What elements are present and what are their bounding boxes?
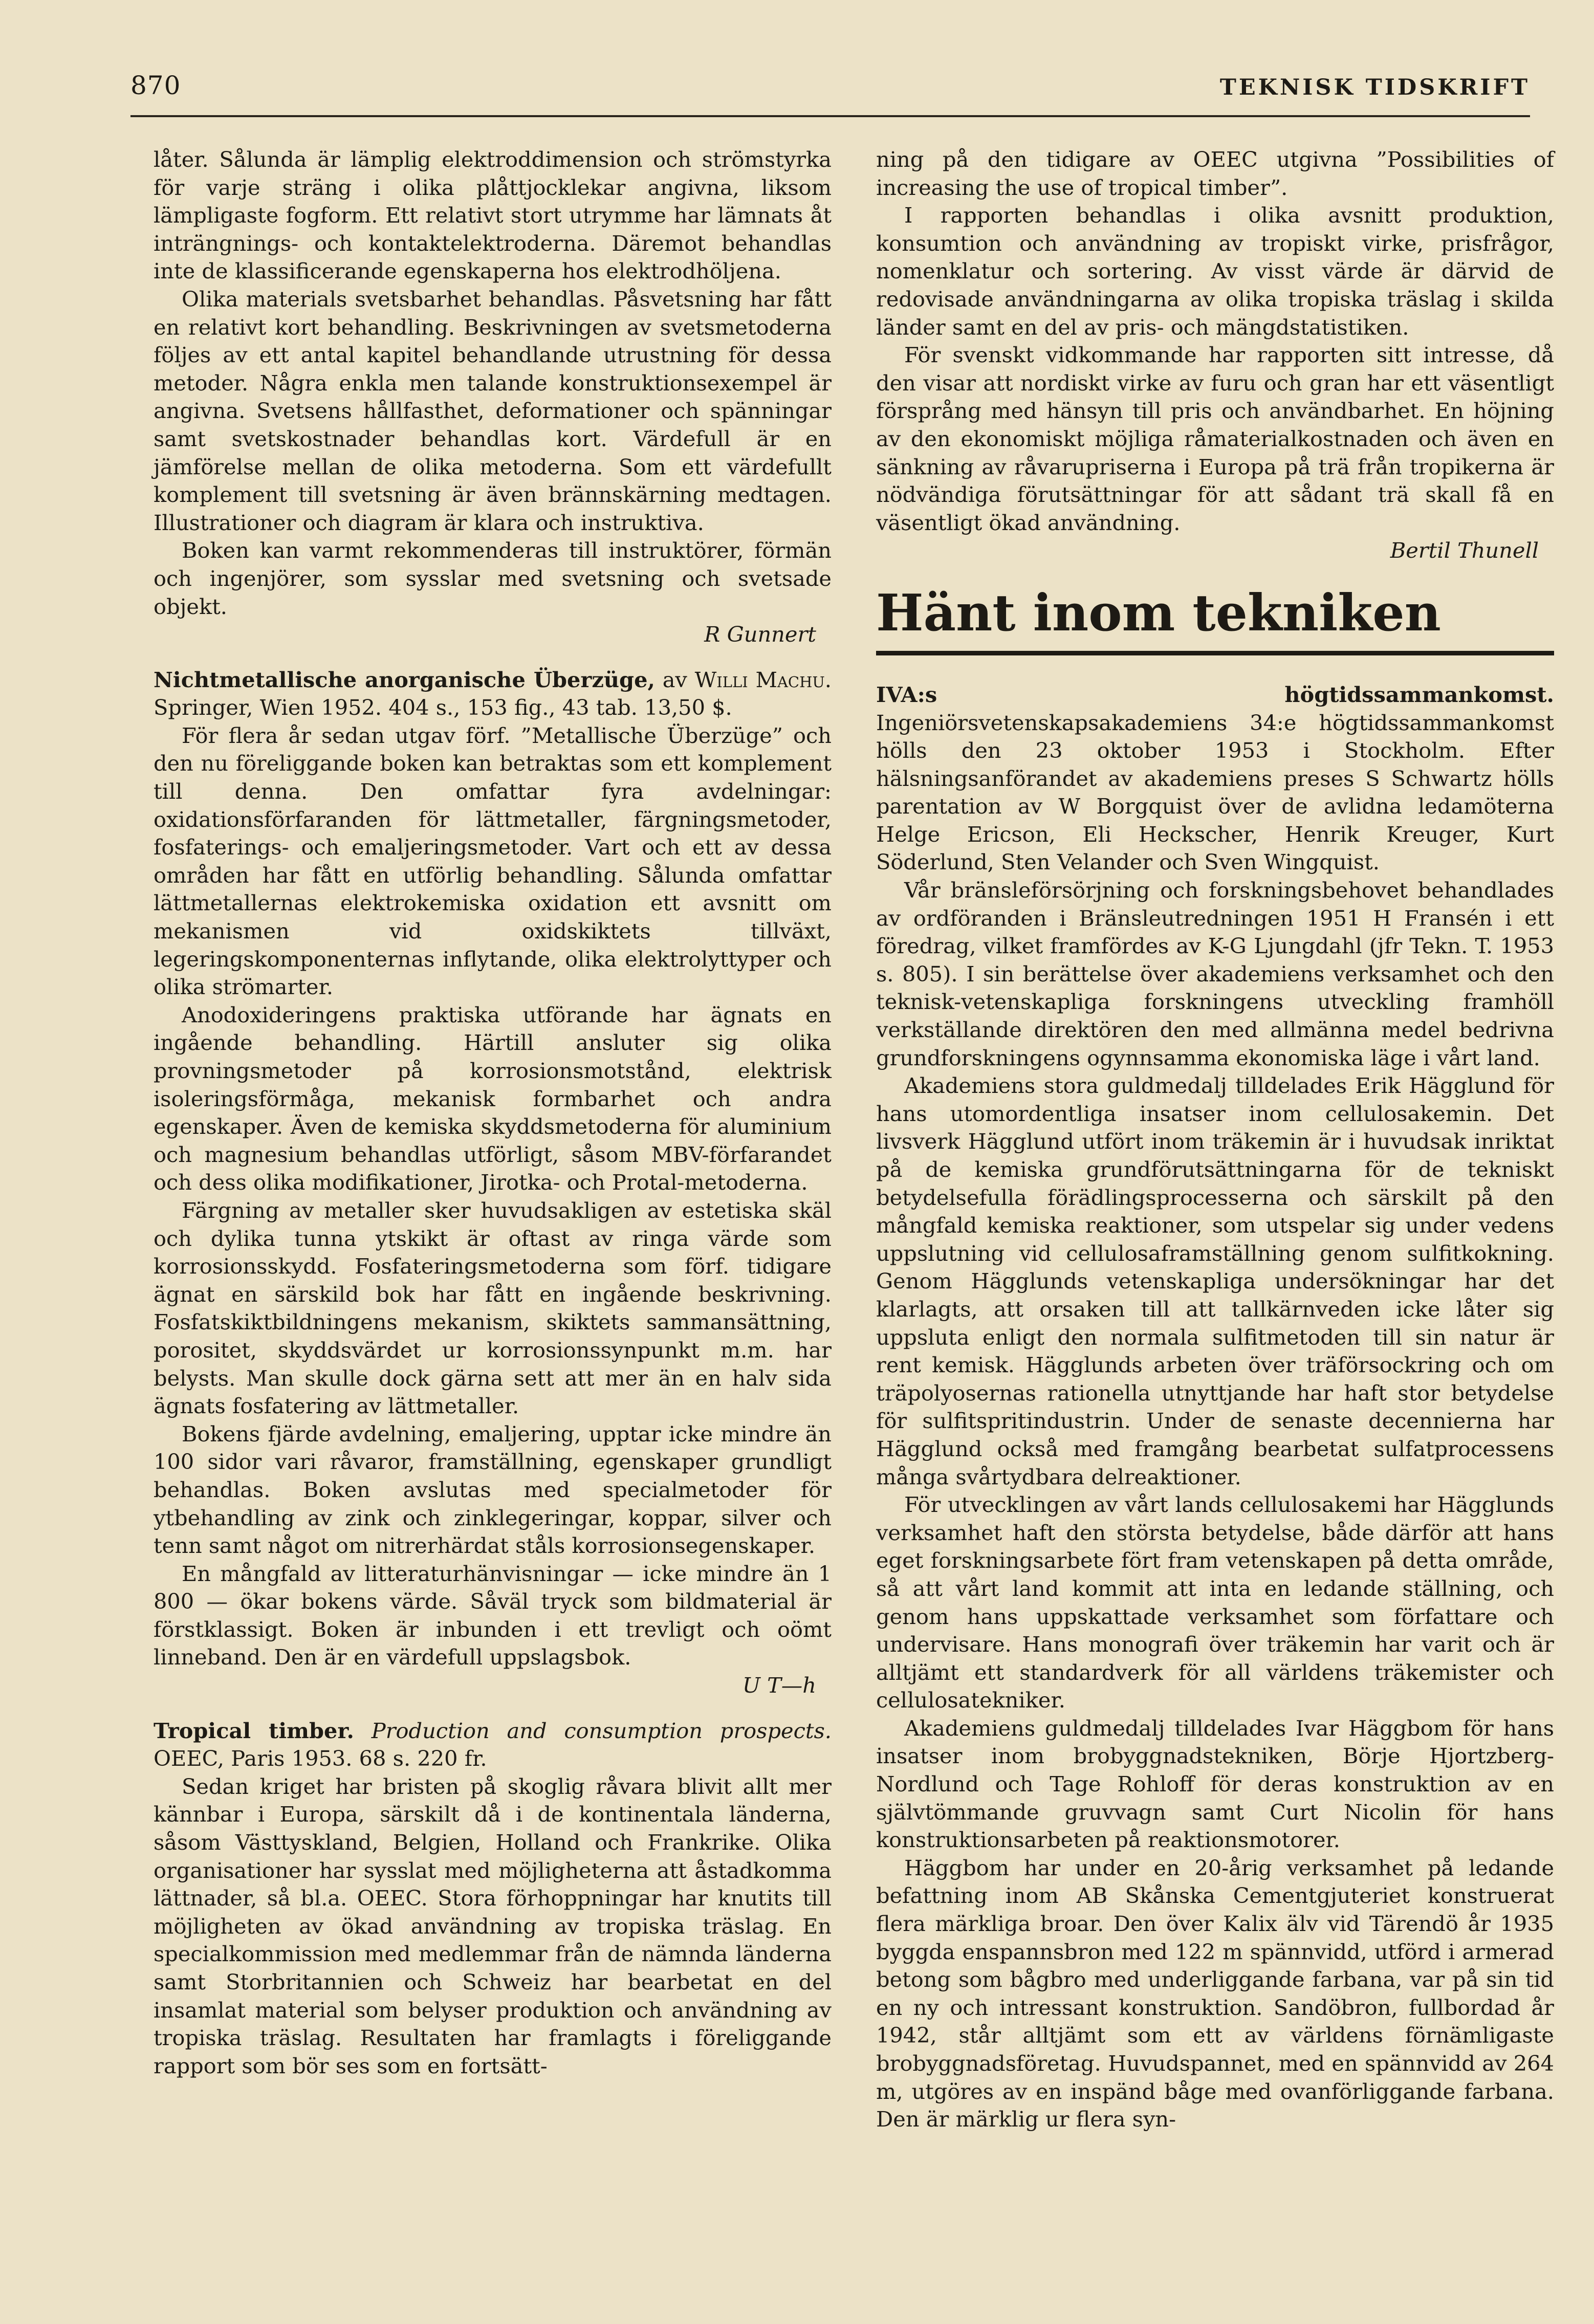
review-paragraph: I rapporten behandlas i olika avsnitt produktion, konsumtion och användning av tropiskt virke, prisfrågor, nomenklatur och sortering. Av visst värde är därvid de redovisade användningarna av olika tropiska träslag i skilda länder samt en del av pris- och mängdstatistiken. — [876, 203, 1554, 340]
review-paragraph: låter. Sålunda är lämplig elektroddimension och strömstyrka för varje sträng i olika plåttjocklekar angivna, liksom lämpligaste fogform. Ett relativt stort utrymme har lämnats åt inträngnings- och kontaktelektroderna. Däremot behandlas inte de klassificerande egenskaperna hos elektrodhöljena. — [154, 147, 832, 284]
section-rule — [876, 651, 1554, 655]
book-subtitle: Production and consumption prospects. — [371, 1718, 832, 1743]
header-rule — [130, 115, 1530, 117]
news-paragraph: För utvecklingen av vårt lands cellulosakemi har Hägglunds verksamhet haft den största betydelse, både därför att hans eget forskningsarbete fört fram vetenskapen på detta område, så att vårt land kommit att inta en ledande ställning, och genom hans uppskattade verksamhet som författare och undervisare. Hans monografi över träkemin har varit och är alltjämt ett standardverk för all världens träkemister och cellulosatekniker. — [876, 1492, 1554, 1713]
review-paragraph: För svenskt vidkommande har rapporten sitt intresse, då den visar att nordiskt virke av furu och gran har ett väsentligt försprång med hänsyn till pris och användbarhet. En höjning av den ekonomiskt möjliga råmaterialkostnaden och även en sänkning av råvarupriserna i Europa på trä från tropikerna är nödvändiga förutsättningar för att sådant trä skall få en väsentligt ökad användning. — [876, 342, 1554, 535]
review-paragraph: Boken kan varmt rekommenderas till instruktörer, förmän och ingenjörer, som sysslar med svetsning och svetsade objekt. — [154, 538, 832, 619]
page-header — [130, 71, 1530, 112]
book-author: Willi Machu. — [694, 667, 832, 692]
review-paragraph: En mångfald av litteraturhänvisningar — icke mindre än 1 800 — ökar bokens värde. Såväl tryck som bildmaterial är förstklassigt. Boken är inbunden i ett trevligt och oömt linneband. Den är en värdefull uppslagsbok. — [154, 1561, 832, 1670]
right-column — [876, 146, 1554, 2134]
left-column — [154, 146, 832, 2080]
review-signature: Bertil Thunell — [1390, 538, 1539, 563]
section-title: Hänt inom tekniken — [876, 583, 1441, 643]
review-signature: U T—h — [742, 1673, 816, 1698]
review-paragraph: Sedan kriget har bristen på skoglig råvara blivit allt mer kännbar i Europa, särskilt då i de kontinentala länderna, såsom Västtyskland, Belgien, Holland och Frankrike. Olika organisationer har sysslat med möjligheterna att åstadkomma lättnader, så bl.a. OEEC. Stora förhoppningar har knutits till möjligheten av ökad användning av tropiska träslag. En specialkommission med medlemmar från de nämnda länderna samt Storbritannien och Schweiz har bearbetat en del insamlat material som belyser produktion och användning av tropiska träslag. Resultaten har framlagts i föreliggande rapport som bör ses som en fortsätt- — [154, 1773, 832, 2078]
news-paragraph: Akademiens stora guldmedalj tilldelades Erik Hägglund för hans utomordentliga insatser inom cellulosakemin. Det livsverk Hägglund utfört inom träkemin är i huvudsak inriktat på de kemiska grundförutsättningarna för de tekniskt betydelsefulla förädlingsprocesserna och särskilt på den mångfald kemiska reaktioner, som utspelar sig under vedens uppslutning vid cellulosaframställning genom sulfitkokning. Genom Hägglunds vetenskapliga undersökningar har det klarlagts, att orsaken till att tallkärnveden icke låter sig uppsluta enligt den normala sulfitmetoden till sin natur är rent kemisk. Hägglunds arbeten över träförsockring och om träpolyosernas rationella utnyttjande har haft stor betydelse för sulfitspritindustrin. Under de senaste decennierna har Hägglund också med framgång bearbetat sulfatprocessens många svårtydbara delreaktioner. — [876, 1073, 1554, 1489]
review-signature: R Gunnert — [704, 622, 816, 647]
review-paragraph: Bokens fjärde avdelning, emaljering, upptar icke mindre än 100 sidor vari råvaror, framställning, egenskaper grundligt behandlas. Boken avslutas med specialmetoder för ytbehandling av zink och zinklegeringar, koppar, silver och tenn samt något om nitrerhärdat ståls korrosionsegenskaper. — [154, 1421, 832, 1559]
book-title: Tropical timber. — [154, 1718, 354, 1743]
news-text: Ingeniörsvetenskapsakademiens 34:e högtidssammankomst hölls den 23 oktober 1953 i Stockholm. Efter hälsningsanförandet av akademiens preses S Schwartz hölls parentation av W Borgquist över de avlidna ledamöterna Helge Ericson, Eli Heckscher, Henrik Kreuger, Kurt Söderlund, Sten Velander och Sven Wingquist. — [876, 710, 1554, 875]
news-paragraph: Akademiens guldmedalj tilldelades Ivar Häggbom för hans insatser inom brobyggnadstekniken, Börje Hjortzberg-Nordlund och Tage Rohloff för deras konstruktion av en självtömmande gruvvagn samt Curt Nicolin för hans konstruktionsarbeten på reaktionsmotorer. — [876, 1715, 1554, 1853]
review-heading — [154, 1717, 832, 1773]
review-paragraph: För flera år sedan utgav förf. ”Metallische Überzüge” och den nu föreliggande boken kan betraktas som ett komplement till denna. Den omfattar fyra avdelningar: oxidationsförfaranden för lättmetaller, färgningsmetoder, fosfaterings- och emaljeringsmetoder. Vart och ett av dessa områden har fått en utförlig behandling. Sålunda omfattar lättmetallernas elektrokemiska oxidation ett avsnitt om mekanismen vid oxidskiktets tillväxt, legeringskomponenternas inflytande, olika elektrolyttyper och olika strömarter. — [154, 722, 832, 1000]
book-title: Nichtmetallische anorganische Überzüge, — [154, 667, 655, 692]
review-paragraph: Olika materials svetsbarhet behandlas. Påsvetsning har fått en relativt kort behandling. Beskrivningen av svetsmetoderna följes av ett antal kapitel behandlande utrustning för dessa metoder. Några enkla men talande konstruktionsexempel är angivna. Svetsens hållfasthet, deformationer och spänningar samt svetskostnader behandlas kort. Värdefull är en jämförelse mellan de olika metoderna. Som ett värdefullt komplement till svetsning är även brännskärning medtagen. Illustrationer och diagram är klara och instruktiva. — [154, 286, 832, 535]
review-paragraph: Anodoxideringens praktiska utförande har ägnats en ingående behandling. Härtill ansluter sig olika provningsmetoder på korrosionsmotstånd, elektrisk isoleringsförmåga, mekanisk formbarhet och andra egenskaper. Även de kemiska skyddsmetoderna för aluminium och magnesium behandlas utförligt, såsom MBV-förfarandet och dess olika modifikationer, Jirotka- och Protal-metoderna. — [154, 1002, 832, 1195]
book-by: av — [662, 667, 687, 692]
journal-title: TEKNISK TIDSKRIFT — [1219, 75, 1530, 100]
review-paragraph: Färgning av metaller sker huvudsakligen av estetiska skäl och dylika tunna ytskikt är oftast av ringa värde som korrosionsskydd. Fosfateringsmetoderna som förf. tidigare ägnat en särskild bok har fått en ingående beskrivning. Fosfatskiktbildningens mekanism, skiktets sammansättning, porositet, skyddsvärdet ur korrosionssynpunkt m.m. har belysts. Man skulle dock gärna sett att mer än en halv sida ägnats fosfatering av lättmetaller. — [154, 1197, 832, 1419]
page-number: 870 — [130, 71, 181, 100]
news-paragraph: Häggbom har under en 20-årig verksamhet på ledande befattning inom AB Skånska Cementgjuteriet konstruerat flera märkliga broar. Den över Kalix älv vid Tärendö år 1935 byggda enspannsbron med 122 m spännvidd, utförd i armerad betong som bågbro med underliggande farbana, var på sin tid en ny och intressant konstruktion. Sandöbron, fullbordad år 1942, står alltjämt som ett av världens förnämligaste brobyggnadsföretag. Huvudspannet, med en spännvidd av 264 m, utgöres av en inspänd båge med ovanförliggande farbana. Den är märklig ur flera syn- — [876, 1855, 1554, 2132]
book-publication: OEEC, Paris 1953. 68 s. 220 fr. — [154, 1746, 487, 1771]
book-publication: Springer, Wien 1952. 404 s., 153 fig., 43 tab. 13,50 $. — [154, 695, 732, 720]
news-paragraph: Vår bränsleförsörjning och forskningsbehovet behandlades av ordföranden i Bränsleutredningen 1951 H Fransén i ett föredrag, vilket framfördes av K-G Ljungdahl (jfr Tekn. T. 1953 s. 805). I sin berättelse över akademiens verksamhet och den teknisk-vetenskapliga forskningens utveckling framhöll verkställande direktören den med allmänna medel bedrivna grundforskningens ogynnsamma ekonomiska läge i vårt land. — [876, 878, 1554, 1070]
review-heading — [154, 666, 832, 722]
news-paragraph — [876, 681, 1554, 876]
news-heading: IVA:s högtidssammankomst. — [876, 682, 1554, 707]
review-paragraph: ning på den tidigare av OEEC utgivna ”Possibilities of increasing the use of tropical timber”. — [876, 147, 1554, 200]
